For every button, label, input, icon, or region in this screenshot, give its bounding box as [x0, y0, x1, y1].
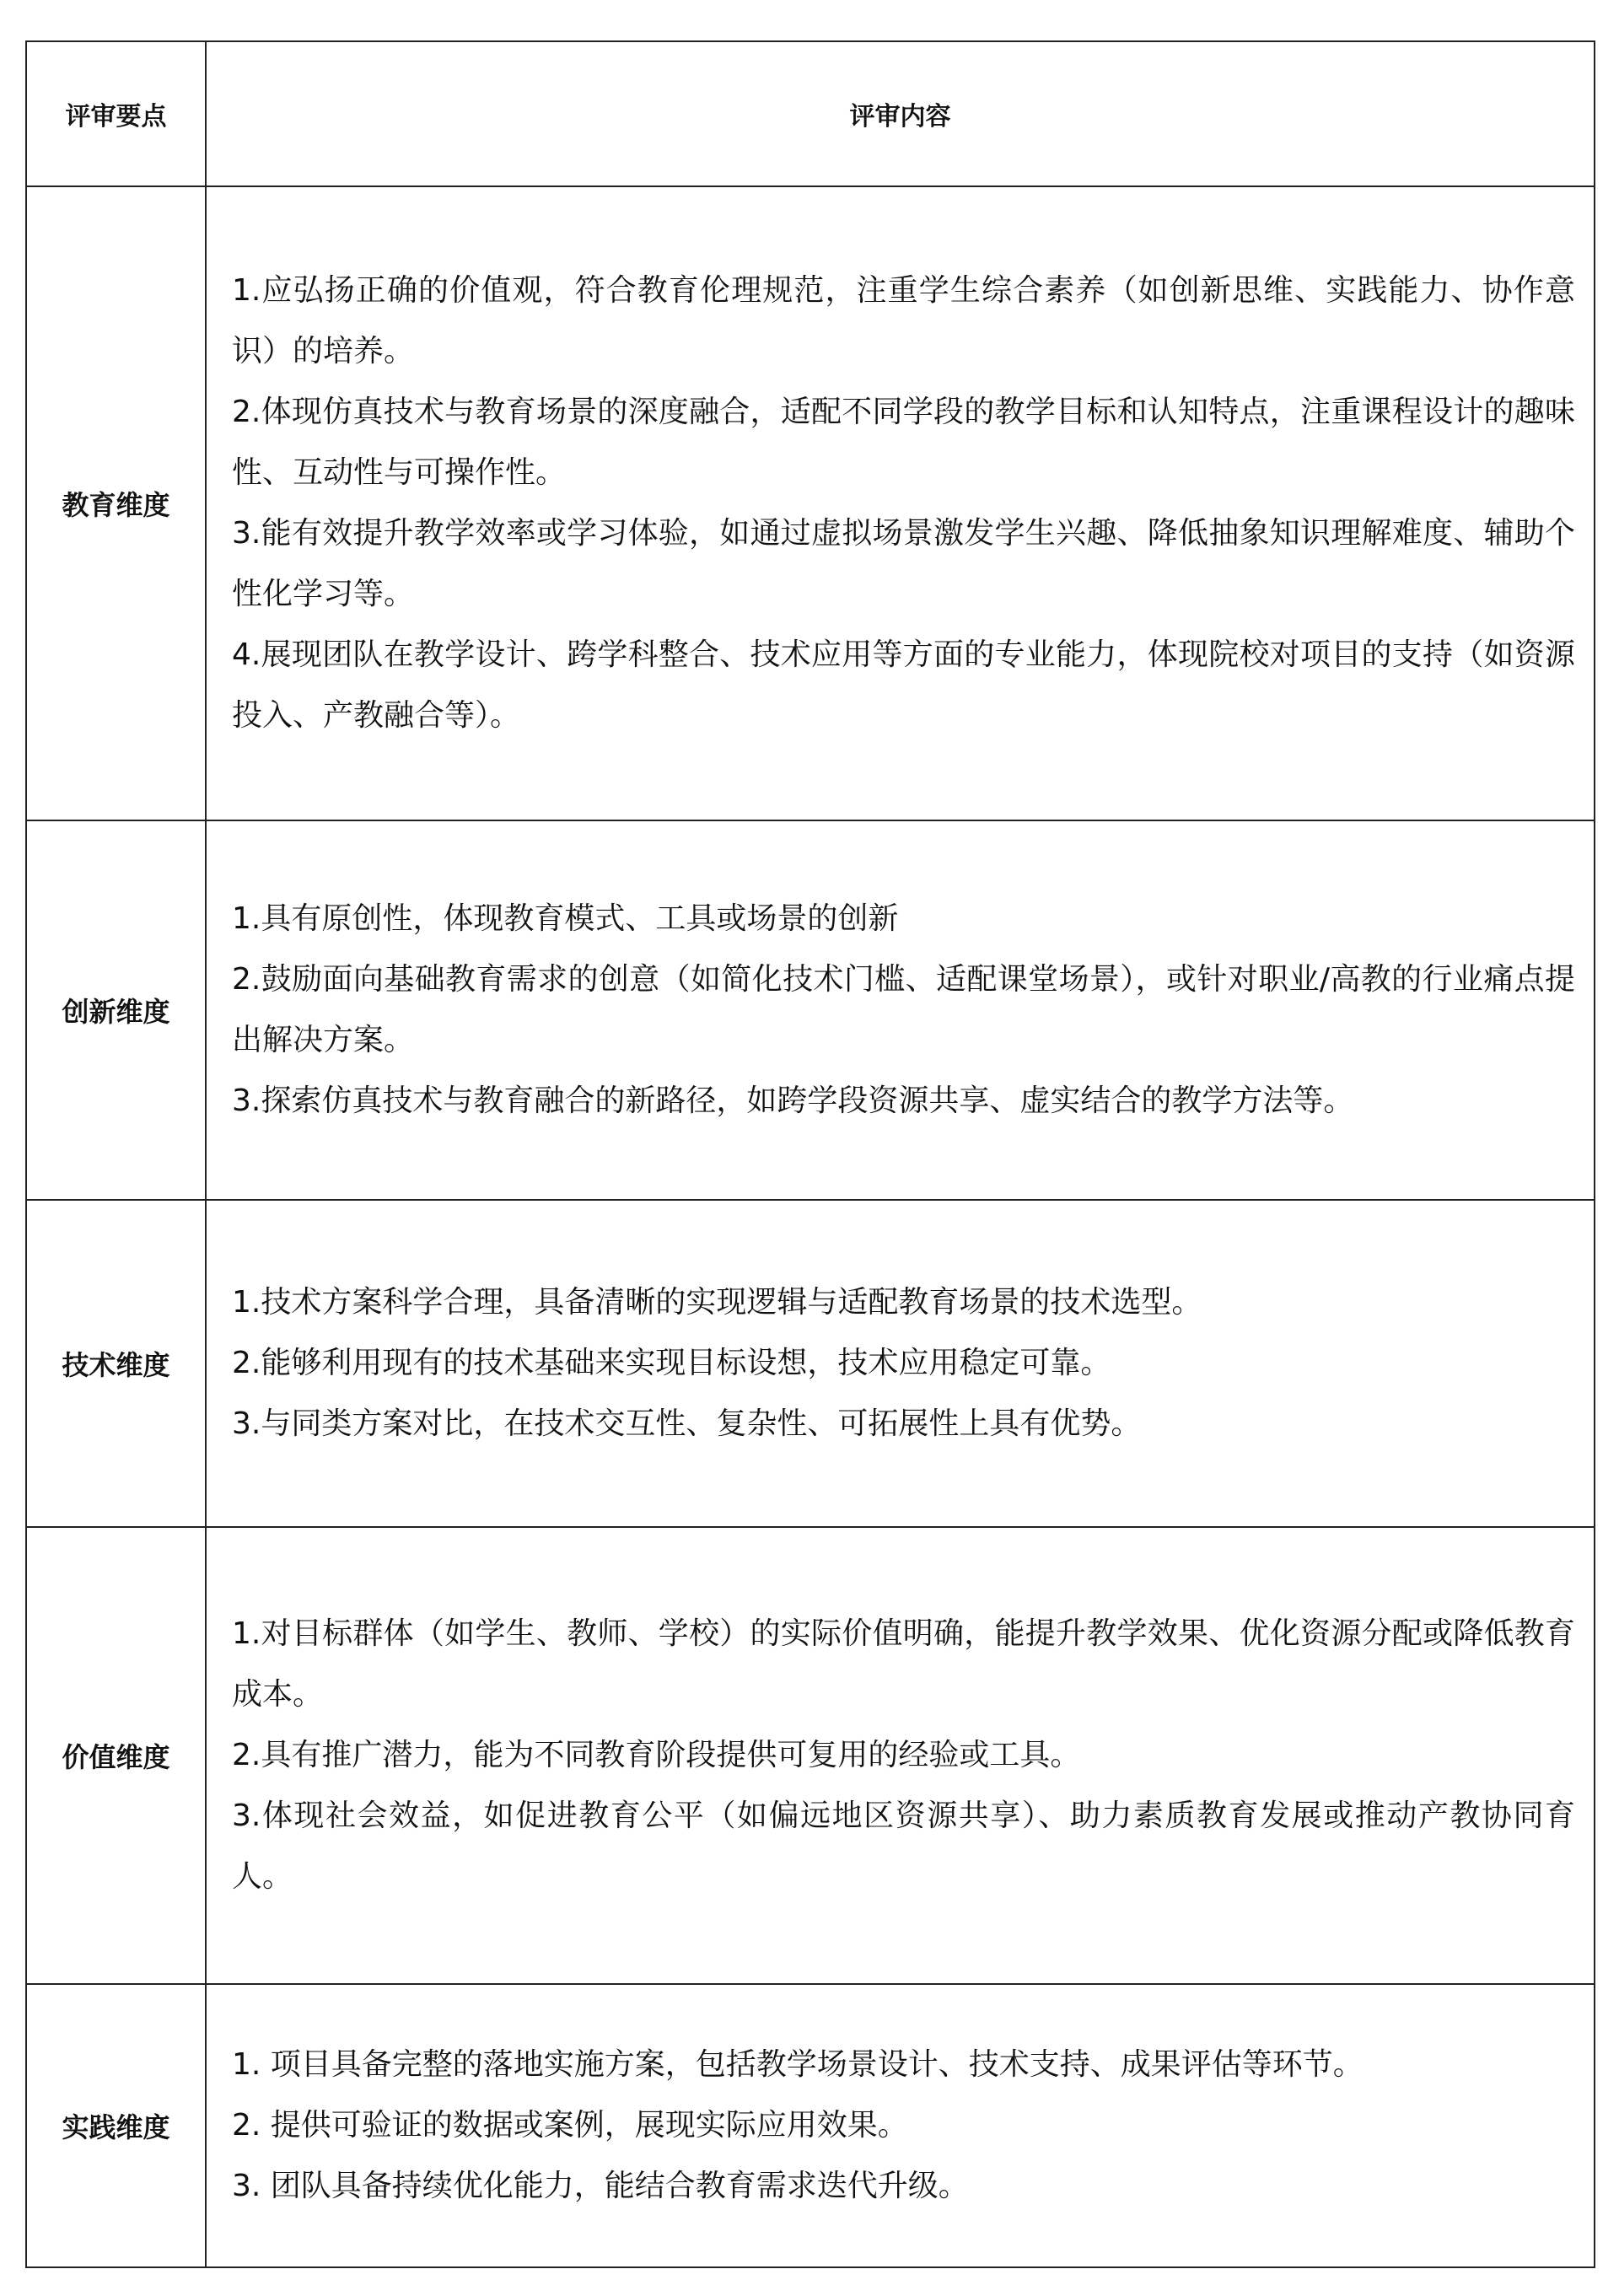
criteria-item: 1.应弘扬正确的价值观，符合教育伦理规范，注重学生综合素养（如创新思维、实践能力、协作意识）的培养。: [232, 273, 1575, 368]
criteria-item: 1. 项目具备完整的落地实施方案，包括教学场景设计、技术支持、成果评估等环节。: [232, 2047, 1364, 2082]
criteria-item: 3. 团队具备持续优化能力，能结合教育需求迭代升级。: [232, 2169, 969, 2203]
table-row-technology: [26, 1200, 1595, 1527]
criteria-item: 3.能有效提升教学效率或学习体验，如通过虚拟场景激发学生兴趣、降低抽象知识理解难度、辅助个性化学习等。: [232, 516, 1575, 611]
criteria-item: 2.鼓励面向基础教育需求的创意（如简化技术门槛、适配课堂场景），或针对职业/高教的行业痛点提出解决方案。: [232, 962, 1575, 1057]
criteria-item: 2.具有推广潜力，能为不同教育阶段提供可复用的经验或工具。: [232, 1738, 1081, 1772]
row-key-innovation: 创新维度: [26, 820, 206, 1200]
table-row-innovation: [26, 820, 1595, 1200]
table-row-education: [26, 186, 1595, 820]
row-content-practice: [206, 1984, 1595, 2267]
table-row-value: [26, 1527, 1595, 1984]
criteria-item: 4.展现团队在教学设计、跨学科整合、技术应用等方面的专业能力，体现院校对项目的支持（如资源投入、产教融合等）。: [232, 637, 1575, 733]
criteria-item: 2.能够利用现有的技术基础来实现目标设想，技术应用稳定可靠。: [232, 1346, 1111, 1380]
row-key-education: 教育维度: [26, 186, 206, 820]
criteria-item: 1.技术方案科学合理，具备清晰的实现逻辑与适配教育场景的技术选型。: [232, 1285, 1202, 1320]
row-key-technology: 技术维度: [26, 1200, 206, 1527]
criteria-item: 3.与同类方案对比，在技术交互性、复杂性、可拓展性上具有优势。: [232, 1406, 1142, 1441]
criteria-item: 2. 提供可验证的数据或案例，展现实际应用效果。: [232, 2108, 908, 2143]
row-content-education: [206, 186, 1595, 820]
review-criteria-table: [25, 40, 1595, 2268]
criteria-item: 3.探索仿真技术与教育融合的新路径，如跨学段资源共享、虚实结合的教学方法等。: [232, 1083, 1354, 1118]
row-key-value: 价值维度: [26, 1527, 206, 1984]
header-key-cell: 评审要点: [26, 41, 206, 186]
criteria-item: 1.对目标群体（如学生、教师、学校）的实际价值明确，能提升教学效果、优化资源分配或降低教育成本。: [232, 1616, 1575, 1712]
table-row-practice: [26, 1984, 1595, 2267]
table-header-row: [26, 41, 1595, 186]
criteria-item: 3.体现社会效益，如促进教育公平（如偏远地区资源共享）、助力素质教育发展或推动产教协同育人。: [232, 1799, 1575, 1894]
criteria-item: 1.具有原创性，体现教育模式、工具或场景的创新: [232, 901, 899, 936]
row-content-value: [206, 1527, 1595, 1984]
row-key-practice: 实践维度: [26, 1984, 206, 2267]
criteria-item: 2.体现仿真技术与教育场景的深度融合，适配不同学段的教学目标和认知特点，注重课程设计的趣味性、互动性与可操作性。: [232, 395, 1575, 490]
row-content-innovation: [206, 820, 1595, 1200]
row-content-technology: [206, 1200, 1595, 1527]
header-content-cell: 评审内容: [206, 41, 1595, 186]
